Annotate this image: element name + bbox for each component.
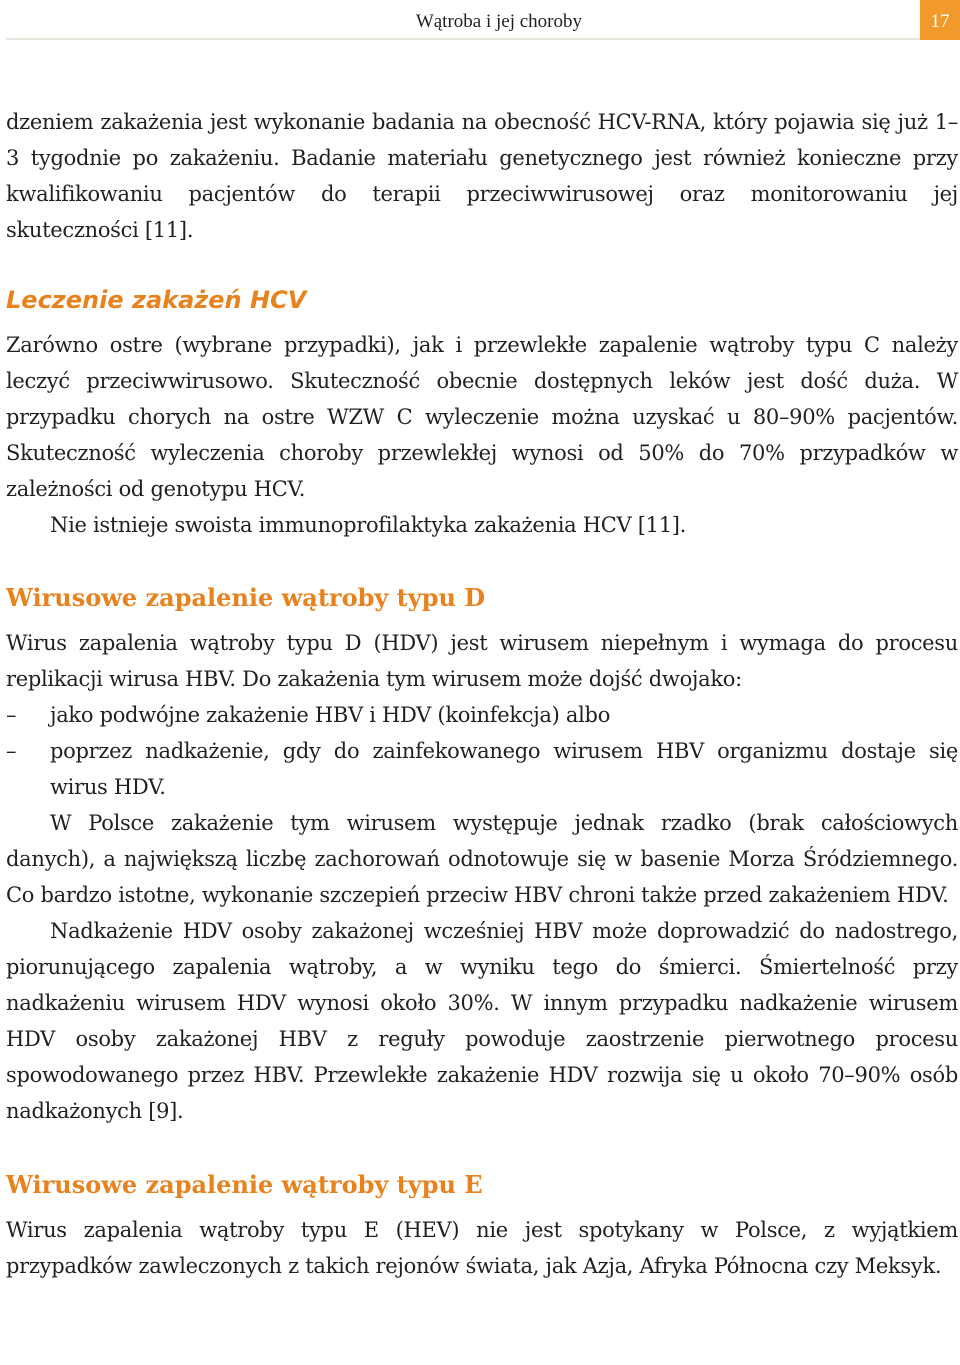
page-body (6, 104, 958, 1284)
hepatitis-e-heading: Wirusowe zapalenie wątroby typu E (6, 1170, 483, 1199)
hcv-treatment-paragraph: Zarówno ostre (wybrane przypadki), jak i przewlekłe zapalenie wątroby typu C należy leczyć przeciwwirusowo. Skuteczność obecnie dostępnych leków jest dość duża. W przypadku chorych na ostre WZW C wyleczenie można uzyskać u 80–90% pacjentów. Skuteczność wyleczenia choroby przewlekłej wynosi od 50% do 70% przypadków w zależności od genotypu HCV. (6, 333, 958, 501)
hepatitis-d-poland-paragraph: W Polsce zakażenie tym wirusem występuje jednak rzadko (brak całościowych danych), a największą liczbę zachorowań odnotowuje się w basenie Morza Śródziemnego. Co bardzo istotne, wykonanie szczepień przeciw HBV chroni także przed zakażeniem HDV. (6, 811, 958, 907)
hepatitis-e-paragraph: Wirus zapalenia wątroby typu E (HEV) nie jest spotykany w Polsce, z wyjątkiem przypadków zawleczonych z takich rejonów świata, jak Azja, Afryka Północna czy Meksyk. (6, 1218, 958, 1278)
list-item-text: poprzez nadkażenie, gdy do zainfekowanego wirusem HBV organizmu dostaje się wirus HDV. (50, 739, 958, 799)
dash-bullet: – (6, 703, 17, 727)
infection-modes-list (6, 697, 958, 805)
hepatitis-d-intro-paragraph: Wirus zapalenia wątroby typu D (HDV) jest wirusem niepełnym i wymaga do procesu replikacji wirusa HBV. Do zakażenia tym wirusem może dojść dwojako: (6, 631, 958, 691)
page-header (6, 0, 960, 40)
running-title: Wątroba i jej choroby (415, 11, 582, 32)
hepatitis-d-heading: Wirusowe zapalenie wątroby typu D (6, 583, 486, 612)
hepatitis-d-superinfection-paragraph: Nadkażenie HDV osoby zakażonej wcześniej HBV może doprowadzić do nadostrego, piorunującego zapalenia wątroby, a w wyniku tego do śmierci. Śmiertelność przy nadkażeniu wirusem HDV wynosi około 30%. W innym przypadku nadkażenie wirusem HDV osoby zakażonej HBV z reguły powoduje zaostrzenie pierwotnego procesu spowodowanego przez HBV. Przewlekłe zakażenie HDV rozwija się u około 70–90% osób nadkażonych [9]. (6, 919, 958, 1123)
intro-paragraph: dzeniem zakażenia jest wykonanie badania na obecność HCV-RNA, który pojawia się już 1–3 tygodnie po zakażeniu. Badanie materiału genetycznego jest również konieczne przy kwalifikowaniu pacjentów do terapii przeciwwirusowej oraz monitorowaniu jej skuteczności [11]. (6, 110, 958, 242)
list-item (6, 733, 958, 805)
list-item (6, 697, 958, 733)
page-number: 17 (930, 11, 950, 32)
hcv-immunoprophylaxis-paragraph: Nie istnieje swoista immunoprofilaktyka zakażenia HCV [11]. (50, 513, 687, 537)
list-item-text: jako podwójne zakażenie HBV i HDV (koinfekcja) albo (50, 703, 611, 727)
page-number-badge (920, 0, 960, 40)
dash-bullet: – (6, 739, 17, 763)
hcv-treatment-heading: Leczenie zakażeń HCV (6, 286, 307, 314)
